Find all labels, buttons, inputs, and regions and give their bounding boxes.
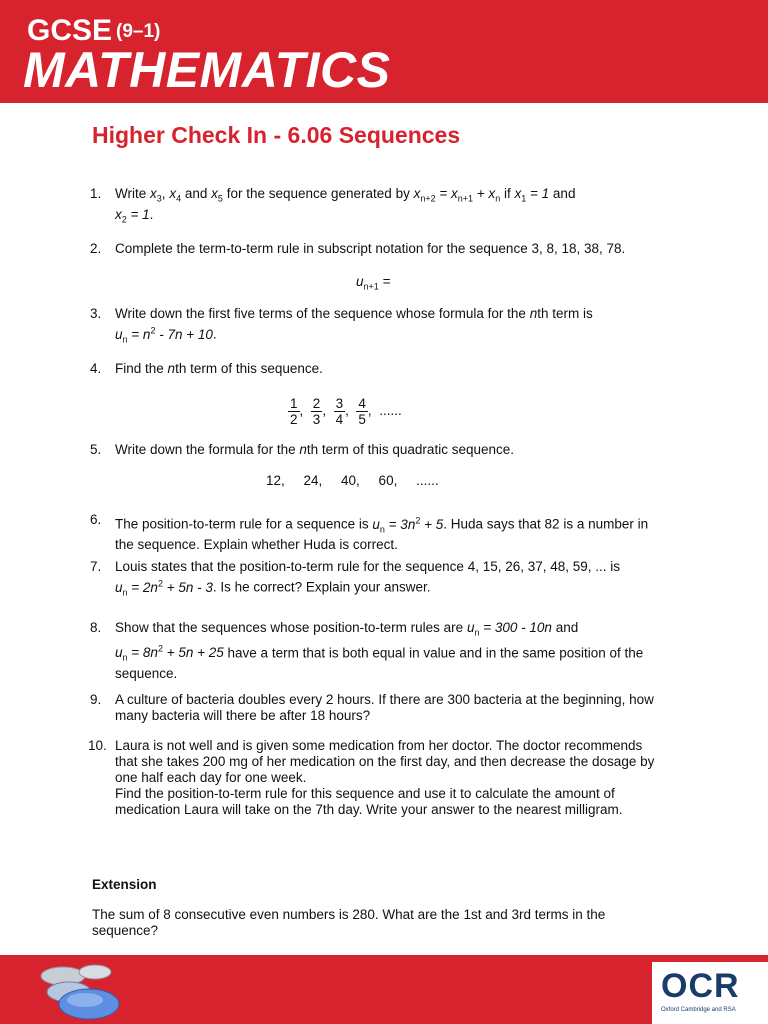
math-un-2n2: $u_n = 2n^2 + 5n - 3$ xyxy=(115,578,213,598)
separator: , xyxy=(299,403,304,419)
q8-text2: have a term that is both equal in value and in the same position of the sequence. xyxy=(115,645,644,681)
fraction xyxy=(288,396,300,427)
question-9 xyxy=(90,692,660,724)
question-3 xyxy=(90,306,660,347)
q5-n: n xyxy=(299,442,307,457)
math-x2: $x_2 = 1$ xyxy=(115,206,150,225)
question-6 xyxy=(90,512,660,553)
q5-text2: th term of this quadratic sequence. xyxy=(306,442,514,457)
fraction xyxy=(334,396,346,427)
math-x3: $x_3$ xyxy=(150,186,162,204)
q8-text: Show that the sequences whose position-to-term rules are xyxy=(115,620,464,635)
math-un-3n2: $u_n = 3n^2 + 5$ xyxy=(372,515,444,535)
question-body xyxy=(115,361,660,377)
header-band xyxy=(0,0,768,103)
q4-n: n xyxy=(167,361,176,376)
question-body xyxy=(115,442,660,458)
q6-text2: . Huda says that 82 is a number in the sequence. Explain whether Huda is correct. xyxy=(115,516,649,553)
brand-gcse-sub: (9–1) xyxy=(116,21,161,42)
separator: , xyxy=(345,403,349,419)
extension-text: The sum of 8 consecutive even numbers is 280. What are the 1st and 3rd terms in the sequence? xyxy=(92,907,606,938)
denominator: 4 xyxy=(335,412,344,427)
q1-and2: and xyxy=(552,186,576,201)
brand-mathematics: MATHEMATICS xyxy=(23,42,391,98)
math-un-300: $u_n = 300 - 10n$ xyxy=(466,620,552,638)
math-recurrence: $x_{n+2} = x_{n+1} + x_n$ xyxy=(413,186,501,204)
q1-if: if xyxy=(503,186,511,201)
question-number: 6. xyxy=(90,512,102,527)
q4-text: Find the xyxy=(115,361,164,376)
q10-para2: Find the position-to-term rule for this sequence and use it to calculate the amount of medication Laura will take on the 7th day. Write your answer to the nearest milligram. xyxy=(115,786,623,817)
ocr-logo: OCR xyxy=(661,967,740,1005)
q7-text2: . Is he correct? Explain your answer. xyxy=(212,579,431,595)
question-number: 5. xyxy=(90,442,102,457)
question-1 xyxy=(90,186,660,227)
question-2 xyxy=(90,241,660,257)
numerator: 4 xyxy=(358,396,366,411)
fraction xyxy=(311,396,323,427)
brand-gcse-text: GCSE xyxy=(27,14,113,47)
q7-text: Louis states that the position-to-term rule for the sequence 4, 15, 26, 37, 48, 59, ... is xyxy=(115,559,621,574)
question-7 xyxy=(90,559,660,600)
question-body xyxy=(115,559,660,600)
coins-image xyxy=(33,960,133,1022)
q1-comma: , xyxy=(161,186,166,201)
question-number: 4. xyxy=(90,361,102,376)
q1-text: Write xyxy=(115,186,147,201)
q10-para1: Laura is not well and is given some medication from her doctor. The doctor recommends that she takes 200 mg of her medication on the first day, and then decrease the dosage by one half each day for one week. xyxy=(115,738,655,785)
question-number: 10. xyxy=(88,738,107,753)
denominator: 3 xyxy=(312,412,321,427)
question-number: 8. xyxy=(90,620,102,635)
q5-text: Write down the formula for the xyxy=(115,442,296,457)
q3-text: Write down the first five terms of the sequence whose formula for the xyxy=(115,306,526,321)
question-number: 2. xyxy=(90,241,102,256)
math-x5: $x_5$ xyxy=(211,186,223,204)
q3-n: n xyxy=(529,306,538,321)
q1-text2: for the sequence generated by xyxy=(226,186,410,201)
separator: , xyxy=(322,403,327,419)
question-5 xyxy=(90,442,660,458)
q8-and: and xyxy=(555,620,579,635)
q3-period: . xyxy=(212,326,217,342)
question-8 xyxy=(90,620,660,682)
denominator: 5 xyxy=(358,412,366,427)
q3-text2: th term is xyxy=(537,306,593,321)
separator: , xyxy=(367,403,372,419)
question-body xyxy=(115,512,660,553)
math-x4: $x_4$ xyxy=(169,186,182,204)
denominator: 2 xyxy=(290,412,298,427)
question-4 xyxy=(90,361,660,377)
math-un-plus-1: $u_{n+1}$ = xyxy=(356,274,391,292)
question-number: 9. xyxy=(90,692,102,707)
q1-and: and xyxy=(184,186,208,201)
numerator: 3 xyxy=(335,396,344,411)
q6-text: The position-to-term rule for a sequence is xyxy=(115,516,369,532)
question-number: 1. xyxy=(90,186,102,201)
question-body xyxy=(115,620,660,682)
question-body: A culture of bacteria doubles every 2 hours. If there are 300 bacteria at the beginning, how many bacteria will there be after 18 hours? xyxy=(115,692,654,723)
q4-text2: th term of this sequence. xyxy=(175,361,323,376)
question-body xyxy=(115,186,660,227)
q1-period: . xyxy=(149,206,154,222)
quadratic-sequence: 12, 24, 40, 60, ...... xyxy=(266,473,439,488)
numerator: 2 xyxy=(312,396,321,411)
question-body: Complete the term-to-term rule in subscript notation for the sequence 3, 8, 18, 38, 78. xyxy=(115,241,626,256)
question-number: 3. xyxy=(90,306,102,321)
question-body xyxy=(115,306,660,347)
extension-title: Extension xyxy=(92,877,157,892)
fraction-sequence xyxy=(288,396,402,427)
question-10 xyxy=(90,738,660,818)
ocr-tagline: Oxford Cambridge and RSA xyxy=(661,1007,736,1013)
page-title: Higher Check In - 6.06 Sequences xyxy=(92,122,461,148)
ellipsis: ...... xyxy=(379,403,402,419)
question-number: 7. xyxy=(90,559,102,574)
fraction xyxy=(356,396,368,427)
question-body xyxy=(115,738,660,818)
math-un-8n2: $u_n = 8n^2 + 5n + 25$ xyxy=(115,643,224,663)
numerator: 1 xyxy=(290,396,298,411)
math-x1: $x_1 = 1$ xyxy=(514,186,550,204)
math-un-formula: $u_n = n^2 - 7n + 10$ xyxy=(115,325,213,345)
